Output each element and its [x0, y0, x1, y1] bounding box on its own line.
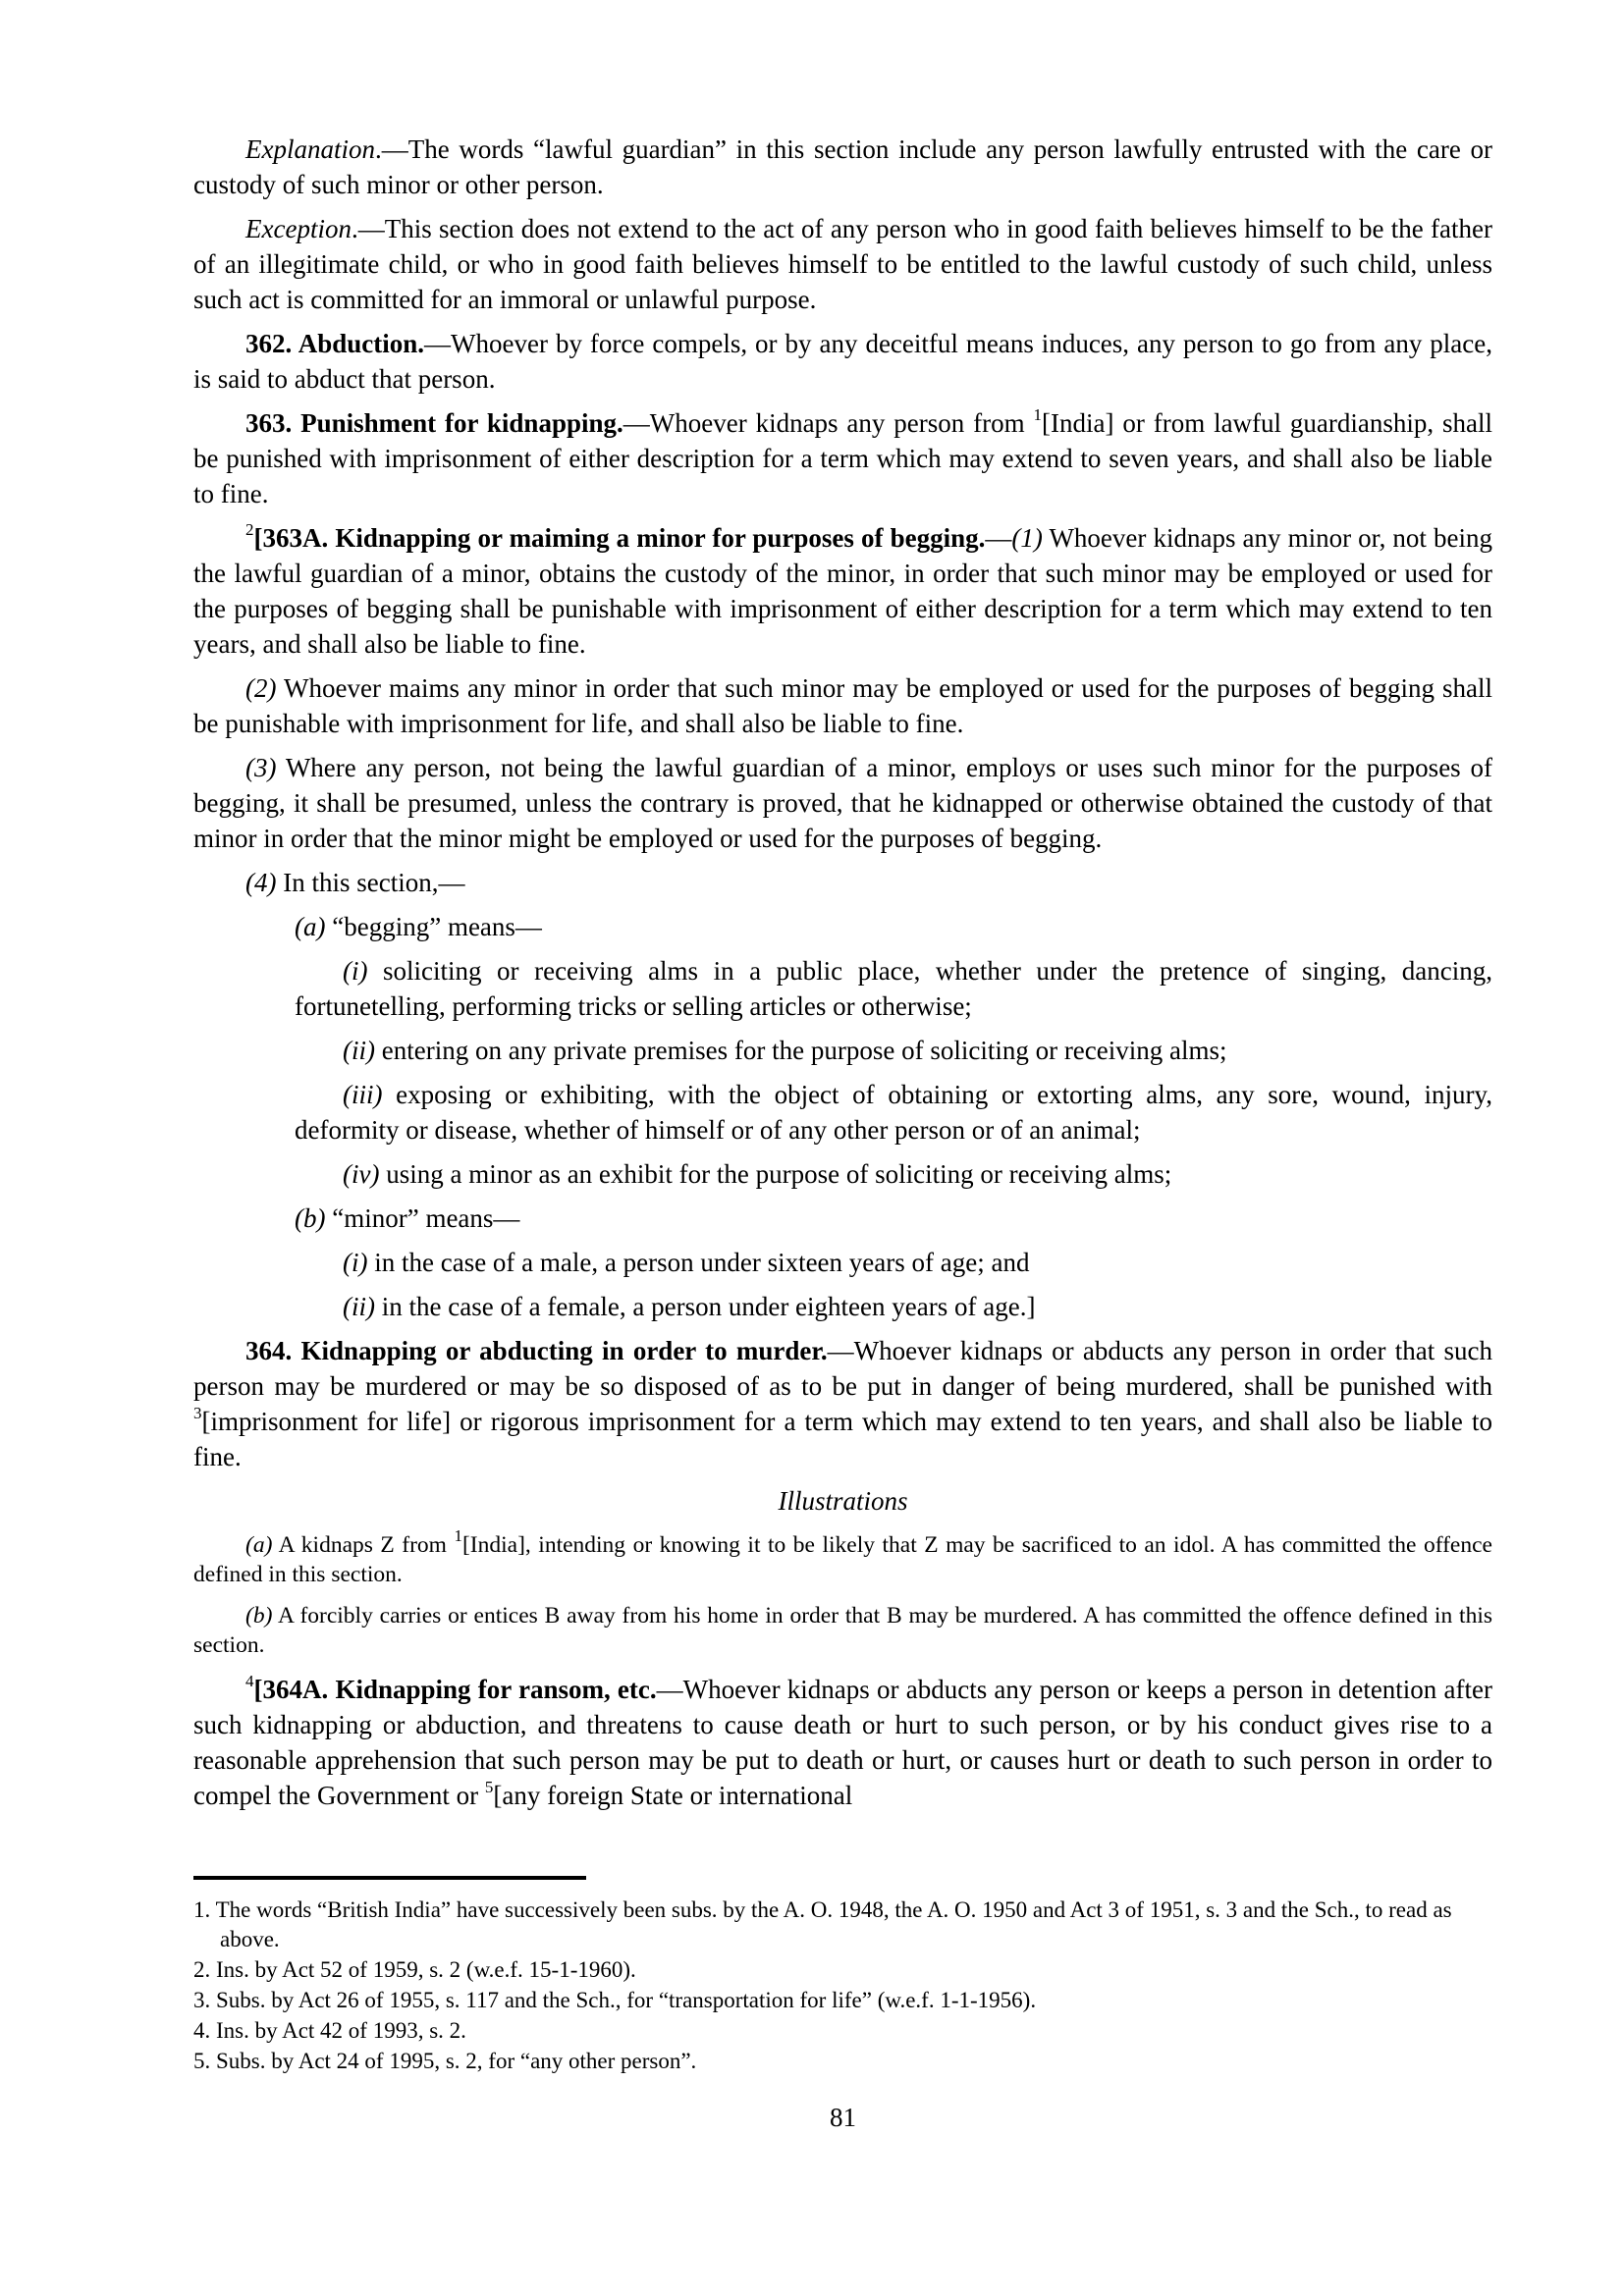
text-segment: Whoever maims any minor in order that such minor may be employed or used for the purposes of begging shall be punishable with imprisonment for life, and shall also be liable to fine. [193, 673, 1492, 738]
text-segment: using a minor as an exhibit for the purpose of soliciting or receiving alms; [379, 1159, 1172, 1189]
footnote-marker: 1 [454, 1526, 462, 1546]
page-number: 81 [830, 2103, 856, 2132]
footnote-marker: 3 [193, 1404, 202, 1422]
text-segment: 4. Ins. by Act 42 of 1993, s. 2. [193, 2018, 466, 2043]
clause-a-begging [193, 909, 1492, 944]
clause-b-minor [193, 1201, 1492, 1236]
text-segment: (ii) [343, 1036, 375, 1065]
text-segment: (i) [343, 1248, 368, 1277]
text-segment: [India], intending or knowing it to be likely that Z may be sacrificed to an idol. A has committed the offence defined in this section. [193, 1532, 1492, 1587]
text-segment: 5. Subs. by Act 24 of 1995, s. 2, for “any other person”. [193, 2049, 697, 2073]
clause-3 [193, 750, 1492, 856]
text-segment: (b) [295, 1203, 326, 1233]
text-segment: (iii) [343, 1080, 383, 1109]
text-segment: [363A. Kidnapping or maiming a minor for purposes of begging. [253, 523, 986, 553]
footnote-marker: 4 [245, 1672, 254, 1690]
item-b-i [193, 1245, 1492, 1280]
illustrations-heading [193, 1483, 1492, 1519]
text-segment: (a) [295, 912, 326, 941]
text-segment: Where any person, not being the lawful guardian of a minor, employs or uses such minor for the purposes of begging, it shall be presumed, unless the contrary is proved, that he kidnapped or otherwise obtained the custody of that minor in order that the minor might be employed or used for the purposes of begging. [193, 753, 1492, 853]
item-a-iv [193, 1156, 1492, 1192]
text-segment: Illustrations [778, 1486, 908, 1516]
text-segment: (iv) [343, 1159, 380, 1189]
item-a-iii [193, 1077, 1492, 1148]
document-content [193, 132, 1492, 2135]
footnotes [193, 1896, 1492, 2076]
text-segment: —Whoever kidnaps or abducts any person or keeps a person in detention after such kidnapping or abduction, and threatens to cause death or hurt to such person, or by his conduct gives rise to a reasonable apprehension that such person may be put to death or hurt, or causes hurt or death to such person in order to compel the Government or [193, 1675, 1492, 1810]
text-segment: in the case of a female, a person under eighteen years of age.] [375, 1292, 1036, 1321]
footnote-marker: 2 [245, 520, 254, 539]
text-segment: in the case of a male, a person under sixteen years of age; and [367, 1248, 1030, 1277]
text-segment: (2) [245, 673, 277, 703]
text-segment: (b) [245, 1603, 273, 1629]
text-segment: 362. Abduction. [245, 329, 425, 358]
text-segment: — [985, 523, 1012, 553]
text-segment: .—The words “lawful guardian” in this section include any person lawfully entrusted with the care or custody of such minor or other person. [193, 134, 1492, 199]
text-segment: 363. Punishment for kidnapping. [245, 408, 623, 438]
text-segment: Exception [245, 214, 352, 243]
item-a-ii [193, 1033, 1492, 1068]
clause-2 [193, 670, 1492, 741]
section-363 [193, 405, 1492, 511]
text-segment: “begging” means— [325, 912, 542, 941]
section-364a [193, 1672, 1492, 1813]
text-segment: [India] or from lawful guardianship, shall be punished with imprisonment of either description for a term which may extend to seven years, and shall also be liable to fine. [193, 408, 1493, 508]
text-segment: (1) [1011, 523, 1043, 553]
section-362 [193, 326, 1492, 397]
footnote-4 [193, 2016, 1492, 2046]
text-segment: A forcibly carries or entices B away from his home in order that B may be murdered. A has committed the offence defined in this section. [193, 1603, 1492, 1658]
section-363a [193, 520, 1492, 662]
para-explanation [193, 132, 1492, 202]
text-segment: (4) [245, 868, 277, 897]
text-segment: [364A. Kidnapping for ransom, etc. [253, 1675, 657, 1704]
text-segment: exposing or exhibiting, with the object of obtaining or extorting alms, any sore, wound, injury, deformity or disease, whether of himself or of any other person or of an animal; [295, 1080, 1492, 1145]
footnote-5 [193, 2047, 1492, 2076]
text-segment: [any foreign State or international [493, 1781, 853, 1810]
clause-4 [193, 865, 1492, 900]
text-segment: (i) [343, 956, 368, 986]
text-segment: “minor” means— [325, 1203, 520, 1233]
text-segment: (ii) [343, 1292, 375, 1321]
text-segment: (3) [245, 753, 277, 782]
item-b-ii [193, 1289, 1492, 1324]
text-segment: —Whoever kidnaps or abducts any person in order that such person may be murdered or may be so disposed of as to be put in danger of being murdered, shall be punished with [193, 1336, 1492, 1401]
text-segment: In this section,— [276, 868, 465, 897]
footnote-rule [193, 1876, 586, 1880]
text-segment: Whoever kidnaps any minor or, not being the lawful guardian of a minor, obtains the custody of the minor, in order that such minor may be employed or used for the purposes of begging shall be punishable with imprisonment of either description for a term which may extend to ten years, and shall also be liable to fine. [193, 523, 1492, 659]
text-segment: 2. Ins. by Act 52 of 1959, s. 2 (w.e.f. 15-1-1960). [193, 1957, 636, 1982]
footnote-1 [193, 1896, 1492, 1954]
text-segment: (a) [245, 1532, 273, 1558]
illustration-a [193, 1526, 1492, 1589]
statute-text [193, 132, 1492, 1813]
text-segment: 3. Subs. by Act 26 of 1955, s. 117 and the Sch., for “transportation for life” (w.e.f. 1-1-1956). [193, 1988, 1037, 2012]
text-segment: —Whoever kidnaps any person from [623, 408, 1034, 438]
text-segment: .—This section does not extend to the act of any person who in good faith believes himself to be the father of an illegitimate child, or who in good faith believes himself to be entitled to the lawful custody of such child, unless such act is committed for an immoral or unlawful purpose. [193, 214, 1492, 314]
text-segment: [imprisonment for life] or rigorous imprisonment for a term which may extend to ten years, and shall also be liable to fine. [193, 1407, 1492, 1471]
footnote-3 [193, 1986, 1492, 2015]
text-segment: 364. Kidnapping or abducting in order to murder. [245, 1336, 828, 1365]
section-364 [193, 1333, 1492, 1474]
text-segment: entering on any private premises for the purpose of soliciting or receiving alms; [375, 1036, 1227, 1065]
text-segment: soliciting or receiving alms in a public place, whether under the pretence of singing, dancing, fortunetelling, performing tricks or selling articles or otherwise; [295, 956, 1492, 1021]
para-exception [193, 211, 1492, 317]
illustration-b [193, 1601, 1492, 1660]
text-segment: —Whoever by force compels, or by any deceitful means induces, any person to go from any place, is said to abduct that person. [193, 329, 1492, 394]
item-a-i [193, 953, 1492, 1024]
text-segment: 1. The words “British India” have successively been subs. by the A. O. 1948, the A. O. 1950 and Act 3 of 1951, s. 3 and the Sch., to read as above. [193, 1897, 1452, 1951]
text-segment: A kidnaps Z from [272, 1532, 455, 1558]
text-segment: Explanation [245, 134, 375, 164]
footnote-marker: 5 [484, 1778, 494, 1796]
footnote-2 [193, 1955, 1492, 1985]
footnote-marker: 1 [1033, 405, 1043, 424]
